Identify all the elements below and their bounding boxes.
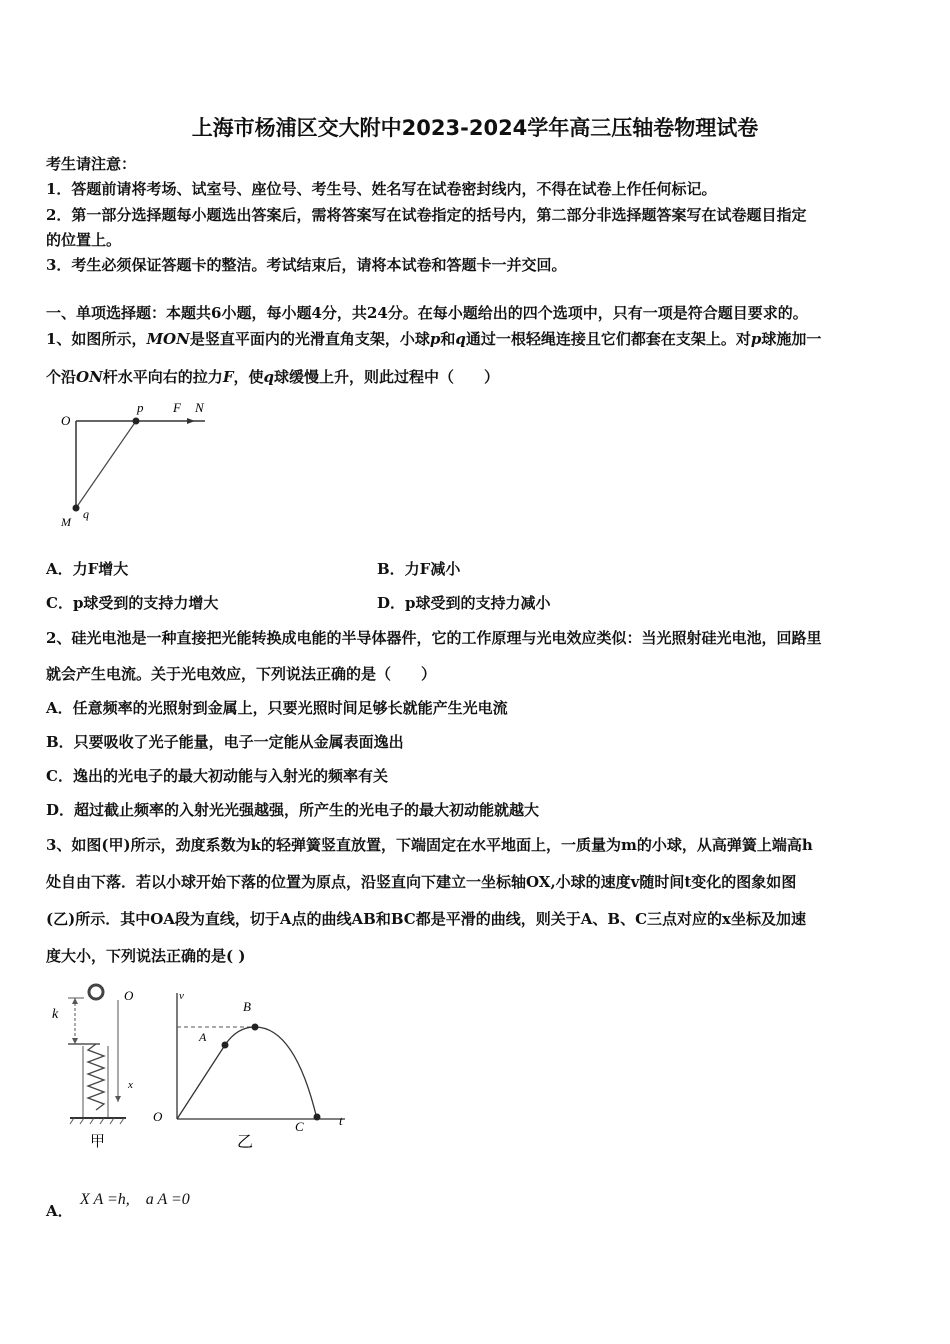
fig-label-O: O [153,1109,163,1124]
fig-label-x: x [128,1079,133,1091]
q3-option-a-label: A． [46,1202,73,1220]
notice-heading: 考生请注意： [46,155,137,173]
q3-figure-yi [145,985,360,1150]
q2-option-b: B．只要吸收了光子能量，电子一定能从金属表面逸出 [46,733,404,751]
q2-stem-line1: 2、硅光电池是一种直接把光能转换成电能的半导体器件，它的工作原理与光电效应类似：当光照射硅光电池，回路里 [46,629,822,647]
q1-option-c: C．p球受到的支持力增大 [46,594,219,612]
fig-label-p: p [137,400,144,415]
fig-label-M: M [61,515,71,529]
q1-option-a: A．力F增大 [46,560,129,578]
svg-text:v: v [179,990,184,1002]
fig-label-t: t [339,1113,343,1128]
fig-label-O: O [61,413,71,428]
notice-item: 3．考生必须保证答题卡的整洁。考试结束后，请将本试卷和答题卡一并交回。 [46,256,567,274]
notice-item: 1．答题前请将考场、试室号、座位号、考生号、姓名写在试卷密封线内，不得在试卷上作任何标记。 [46,180,717,198]
fig-label-k: k [52,1007,59,1022]
q3-figure-jia [48,978,153,1153]
q1-stem-line1: 1、如图所示，MON是竖直平面内的光滑直角支架，小球p和q通过一根轻绳连接且它们都套在支架上。对p球施加一 [46,330,822,348]
fig-label-jia: 甲 [90,1134,106,1150]
q1-figure [55,398,215,533]
q2-option-c: C．逸出的光电子的最大初动能与入射光的频率有关 [46,767,388,785]
q1-option-b: B．力F减小 [377,560,461,578]
fig-label-O: O [124,988,134,1003]
q3-stem-line1: 3、如图(甲)所示，劲度系数为k的轻弹簧竖直放置，下端固定在水平地面上，一质量为m的小球，从高弹簧上端高h [46,836,813,854]
q3-option-a-formula: X A =h, a A =0 [80,1191,190,1208]
fig-label-C: C [295,1119,304,1134]
q3-stem-line2: 处自由下落．若以小球开始下落的位置为原点，沿竖直向下建立一坐标轴OX,小球的速度v随时间t变化的图象如图 [46,873,797,891]
q1-stem-line2: 个沿ON杆水平向右的拉力F，使q球缓慢上升，则此过程中（ ） [46,368,499,386]
section-heading: 一、单项选择题：本题共6小题，每小题4分，共24分。在每小题给出的四个选项中，只有一项是符合题目要求的。 [46,304,808,322]
q2-stem-line2: 就会产生电流。关于光电效应，下列说法正确的是（ ） [46,665,437,683]
q1-option-d: D．p球受到的支持力减小 [377,594,551,612]
fig-label-A: A [199,1030,207,1044]
fig-label-q: q [83,507,89,521]
page-title: 上海市杨浦区交大附中2023-2024学年高三压轴卷物理试卷 [191,116,759,140]
q2-option-d: D．超过截止频率的入射光光强越强，所产生的光电子的最大初动能就越大 [46,801,540,819]
fig-label-yi: 乙 [237,1134,254,1150]
fig-label-B: B [243,999,251,1014]
fig-label-N: N [195,400,204,415]
q2-option-a: A．任意频率的光照射到金属上，只要光照时间足够长就能产生光电流 [46,699,508,717]
notice-item: 2．第一部分选择题每小题选出答案后，需将答案写在试卷指定的括号内，第二部分非选择题答案写在试卷题目指定 [46,206,807,224]
q3-stem-line3: (乙)所示．其中OA段为直线，切于A点的曲线AB和BC都是平滑的曲线，则关于A、B、C三点对应的x坐标及加速 [46,910,806,928]
notice-item: 的位置上。 [46,231,122,249]
fig-label-F: F [173,400,181,415]
q3-stem-line4: 度大小，下列说法正确的是( ) [46,947,246,965]
